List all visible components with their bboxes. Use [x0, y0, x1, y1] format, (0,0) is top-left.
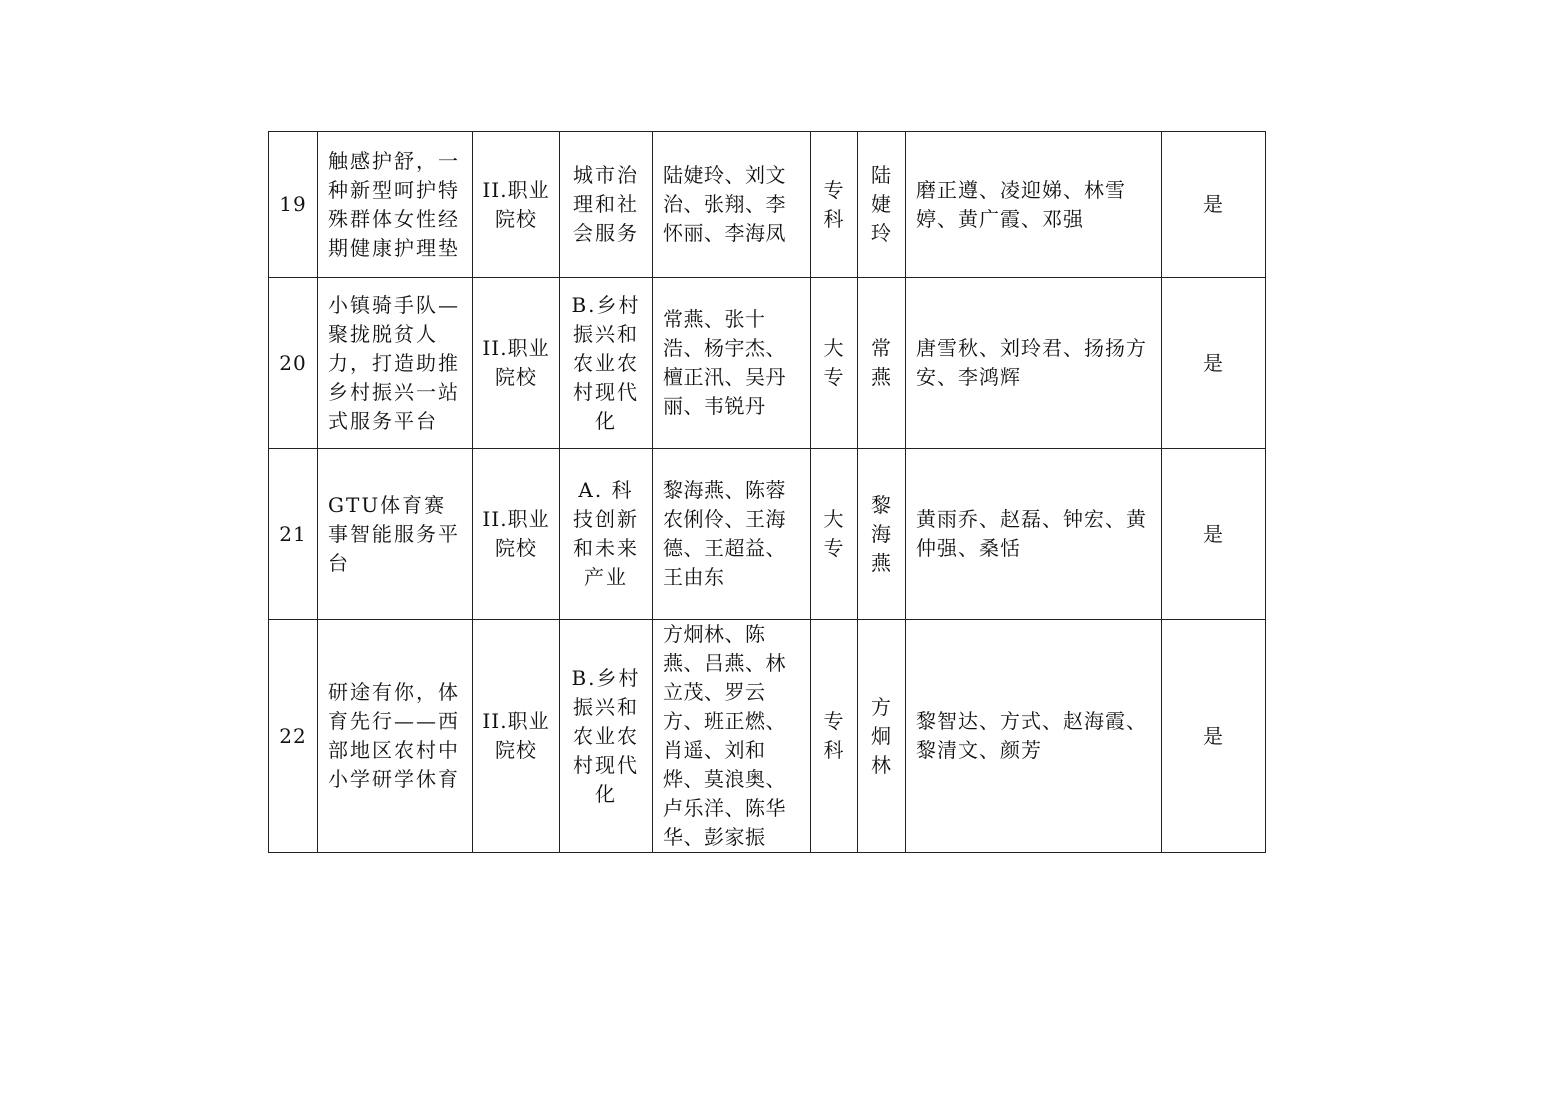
- table-row: [269, 278, 1266, 449]
- education-level-cell: 专科: [811, 132, 858, 278]
- education-level-cell: 大专: [811, 278, 858, 449]
- group-cell: II.职业院校: [473, 620, 560, 853]
- category-cell: A. 科技创新和未来产业: [560, 449, 653, 620]
- group-cell: II.职业院校: [473, 449, 560, 620]
- table-row: [269, 449, 1266, 620]
- category-cell: B.乡村振兴和农业农村现代化: [560, 278, 653, 449]
- project-name-cell: 触感护舒，一种新型呵护特殊群体女性经期健康护理垫: [318, 132, 473, 278]
- education-level-cell: 大专: [811, 449, 858, 620]
- members-cell: 方炯林、陈燕、吕燕、林立茂、罗云方、班正燃、肖遥、刘和烨、莫浪奥、卢乐洋、陈华华、彭家振: [653, 620, 811, 853]
- table-row: [269, 132, 1266, 278]
- flag-cell: 是: [1162, 278, 1266, 449]
- education-level-cell: 专科: [811, 620, 858, 853]
- mentors-cell: 黄雨乔、赵磊、钟宏、黄仲强、桑恬: [906, 449, 1162, 620]
- row-number: 19: [269, 132, 318, 278]
- project-name-cell: 研途有你，体育先行——西部地区农村中小学研学休育: [318, 620, 473, 853]
- flag-cell: 是: [1162, 132, 1266, 278]
- row-number: 21: [269, 449, 318, 620]
- flag-cell: 是: [1162, 620, 1266, 853]
- project-name-cell: 小镇骑手队—聚拢脱贫人力，打造助推乡村振兴一站式服务平台: [318, 278, 473, 449]
- category-cell: B.乡村振兴和农业农村现代化: [560, 620, 653, 853]
- group-cell: II.职业院校: [473, 132, 560, 278]
- category-cell: 城市治理和社会服务: [560, 132, 653, 278]
- project-table: [268, 131, 1266, 853]
- flag-cell: 是: [1162, 449, 1266, 620]
- group-cell: II.职业院校: [473, 278, 560, 449]
- mentors-cell: 磨正遵、凌迎娣、林雪婷、黄广霞、邓强: [906, 132, 1162, 278]
- project-name-cell: GTU体育赛事智能服务平台: [318, 449, 473, 620]
- row-number: 22: [269, 620, 318, 853]
- mentors-cell: 黎智达、方式、赵海霞、黎清文、颜芳: [906, 620, 1162, 853]
- members-cell: 陆婕玲、刘文治、张翔、李怀丽、李海凤: [653, 132, 811, 278]
- leader-cell: 黎海燕: [858, 449, 906, 620]
- leader-cell: 方炯林: [858, 620, 906, 853]
- leader-cell: 陆婕玲: [858, 132, 906, 278]
- members-cell: 黎海燕、陈蓉农俐伶、王海德、王超益、王由东: [653, 449, 811, 620]
- row-number: 20: [269, 278, 318, 449]
- leader-cell: 常燕: [858, 278, 906, 449]
- table-row: [269, 620, 1266, 853]
- members-cell: 常燕、张十浩、杨宇杰、檀正汛、吴丹丽、韦锐丹: [653, 278, 811, 449]
- mentors-cell: 唐雪秋、刘玲君、扬扬方安、李鸿辉: [906, 278, 1162, 449]
